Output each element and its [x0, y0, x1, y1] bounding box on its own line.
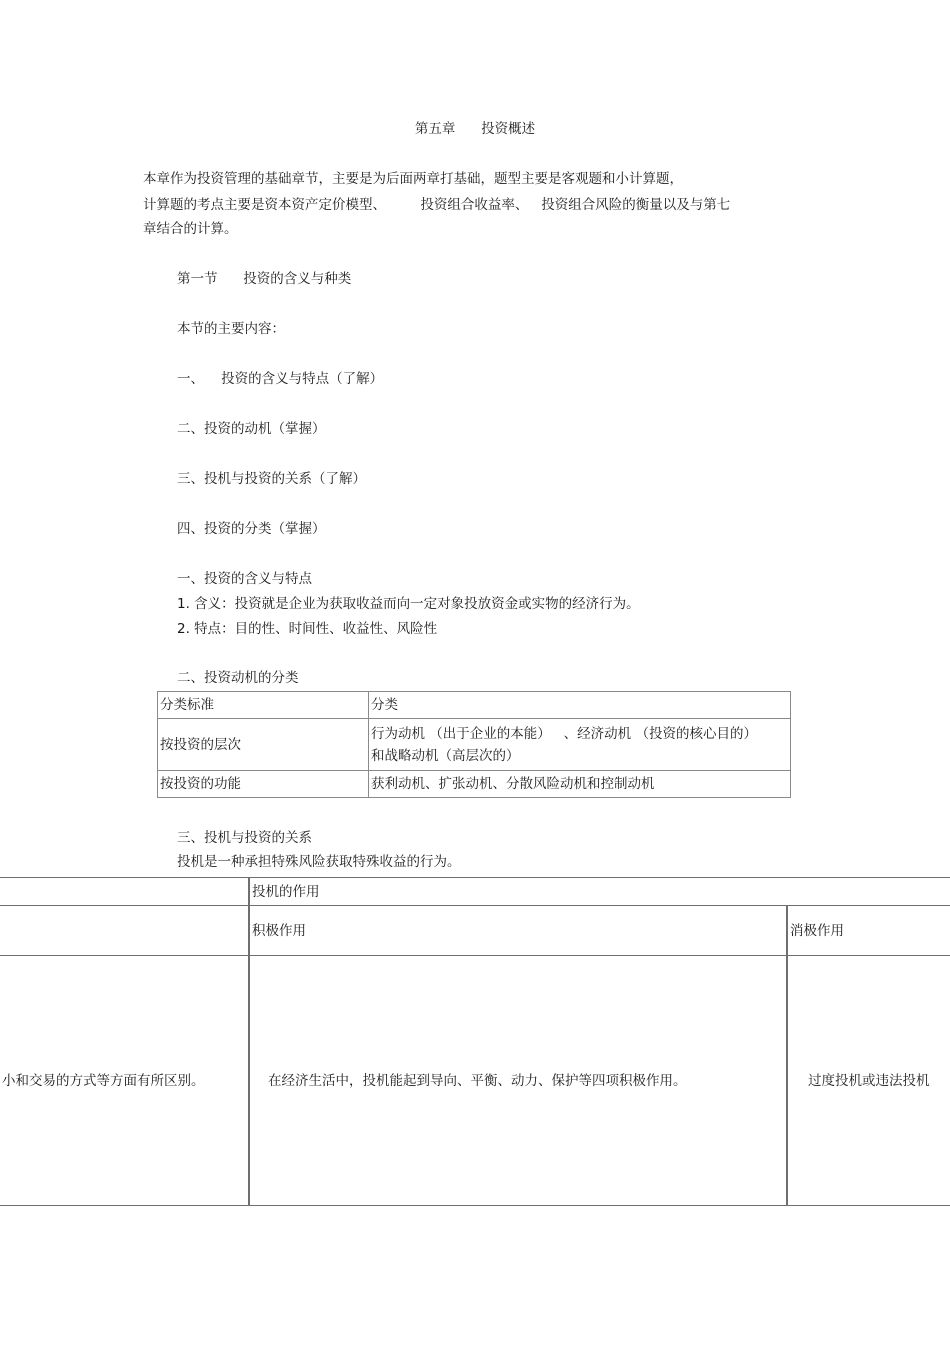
- section-title: 第一节 投资的含义与种类: [177, 271, 352, 287]
- part1-features: 2. 特点：目的性、时间性、收益性、风险性: [177, 621, 438, 637]
- intro-line-2: 计算题的考点主要是资本资产定价模型、 投资组合收益率、 投资组合风险的衡量以及与第七: [143, 197, 731, 213]
- table-header-category: 分类: [369, 692, 791, 719]
- table-cell-difference: 小和交易的方式等方面有所区别。: [0, 956, 249, 1206]
- motive-table: [157, 691, 791, 798]
- table-cell-category: 获利动机、扩张动机、分散风险动机和控制动机: [369, 771, 791, 798]
- part3-heading: 三、投机与投资的关系: [177, 830, 312, 846]
- part1-heading: 一、投资的含义与特点: [177, 571, 312, 587]
- table-header-speculation-role: 投机的作用: [249, 878, 950, 906]
- part1-definition: 1. 含义：投资就是企业为获取收益而向一定对象投放资金或实物的经济行为。: [177, 596, 640, 612]
- table-header-criterion: 分类标准: [158, 692, 369, 719]
- part2-heading: 二、投资动机的分类: [177, 670, 299, 686]
- intro-line-1: 本章作为投资管理的基础章节，主要是为后面两章打基础，题型主要是客观题和小计算题，: [143, 171, 683, 187]
- outline-item-2: 二、投资的动机（掌握）: [177, 421, 326, 437]
- speculation-table: [0, 877, 950, 1206]
- table-cell-category: [369, 719, 791, 771]
- table-cell-criterion: 按投资的功能: [158, 771, 369, 798]
- table-cell-criterion: 按投资的层次: [158, 719, 369, 771]
- outline-item-4: 四、投资的分类（掌握）: [177, 521, 326, 537]
- category-line: 和战略动机（高层次的）: [371, 747, 520, 764]
- table-cell-empty: [0, 878, 249, 906]
- part3-definition: 投机是一种承担特殊风险获取特殊收益的行为。: [177, 854, 461, 870]
- table-cell-negative-role: 过度投机或违法投机: [787, 956, 950, 1206]
- main-content-label: 本节的主要内容：: [177, 321, 285, 337]
- table-cell-positive-role: 在经济生活中，投机能起到导向、平衡、动力、保护等四项积极作用。: [249, 956, 787, 1206]
- table-header-negative: 消极作用: [787, 906, 950, 956]
- outline-item-3: 三、投机与投资的关系（了解）: [177, 471, 366, 487]
- chapter-title: 第五章 投资概述: [414, 121, 536, 137]
- outline-item-1: 一、 投资的含义与特点（了解）: [177, 371, 384, 387]
- table-cell-empty: [0, 906, 249, 956]
- table-header-positive: 积极作用: [249, 906, 787, 956]
- intro-line-3: 章结合的计算。: [143, 221, 238, 237]
- category-line: 行为动机 （出于企业的本能） 、经济动机 （投资的核心目的）: [371, 725, 757, 742]
